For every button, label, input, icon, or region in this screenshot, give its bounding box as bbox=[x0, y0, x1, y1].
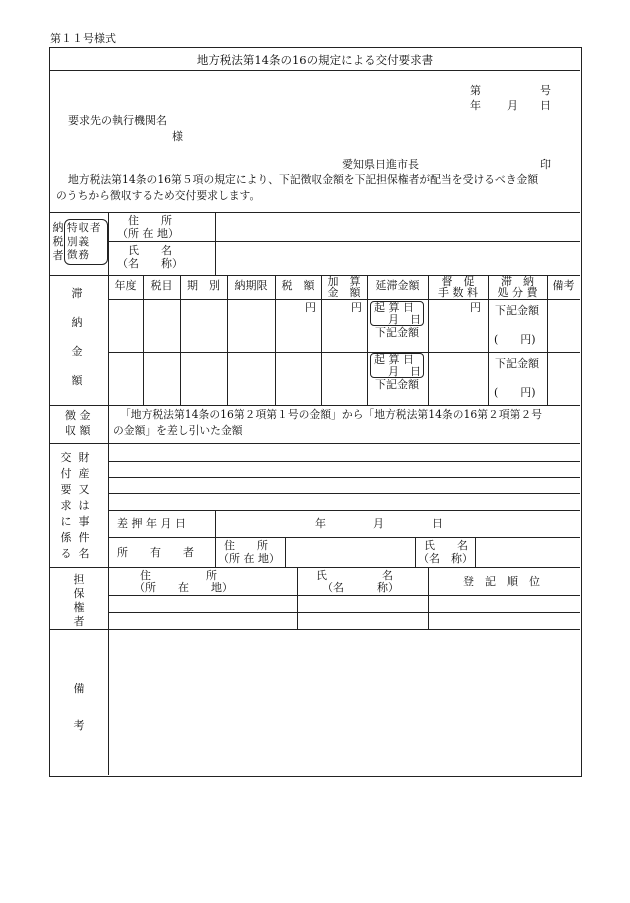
number-label: 第 bbox=[470, 84, 481, 97]
kaki-kingaku-delinquency-2: 下記金額 bbox=[375, 378, 419, 391]
number-suffix: 号 bbox=[540, 84, 551, 97]
security-address-label: 住 所 bbox=[140, 569, 217, 582]
seizure-day: 日 bbox=[432, 517, 443, 530]
registration-rank-label: 登 記 順 位 bbox=[463, 575, 540, 588]
recipient-label: 要求先の執行機関名 bbox=[68, 114, 167, 127]
month-label: 月 bbox=[507, 99, 518, 112]
collection-label-2: 収 額 bbox=[65, 424, 91, 437]
tsukihi-label-1: 月 日 bbox=[388, 313, 421, 326]
year-label: 年 bbox=[470, 99, 481, 112]
owner-label: 所 有 者 bbox=[117, 546, 194, 559]
seal-mark: 印 bbox=[540, 158, 551, 171]
owner-address-sub: （所 在 地） bbox=[218, 552, 280, 565]
security-label: 担 保 権 者 bbox=[73, 573, 85, 628]
day-label: 日 bbox=[540, 99, 551, 112]
security-address-sub: （所 在 地） bbox=[134, 581, 233, 594]
security-name-label: 氏 名 bbox=[316, 569, 393, 582]
kaki-kingaku-disposal-1: 下記金額 bbox=[495, 304, 539, 317]
yen-fee: 円 bbox=[470, 301, 481, 314]
collection-label-1: 徴 金 bbox=[65, 409, 91, 422]
form-number: 第１１号様式 bbox=[50, 32, 116, 45]
header-tax-amount: 税 額 bbox=[281, 279, 315, 292]
header-tax-item: 税目 bbox=[150, 279, 173, 292]
remarks-label: 備 考 bbox=[73, 682, 85, 732]
seizure-date-label: 差 押 年 月 日 bbox=[117, 517, 186, 530]
header-remarks: 備考 bbox=[552, 279, 575, 292]
paren-yen-2: ( 円) bbox=[494, 386, 536, 399]
kaki-kingaku-delinquency-1: 下記金額 bbox=[375, 326, 419, 339]
kisan-label-2: 起 算 日 bbox=[374, 353, 414, 366]
header-period: 期 別 bbox=[187, 279, 220, 292]
header-additional: 加 算 bbox=[327, 275, 361, 288]
owner-name-sub: （名 称） bbox=[418, 552, 473, 565]
seizure-year: 年 bbox=[315, 517, 326, 530]
honorific: 様 bbox=[172, 130, 183, 143]
tsukihi-label-2: 月 日 bbox=[388, 365, 421, 378]
kisan-label-1: 起 算 日 bbox=[374, 301, 414, 314]
header-year: 年度 bbox=[114, 279, 137, 292]
collection-text-2: の金額」を差し引いた金額 bbox=[113, 424, 243, 437]
security-name-sub: （名 称） bbox=[322, 581, 399, 594]
seizure-month: 月 bbox=[373, 517, 384, 530]
sender-name: 愛知県日進市長 bbox=[342, 158, 419, 171]
paren-yen-1: ( 円) bbox=[494, 333, 536, 346]
body-text-line1: 地方税法第14条の16第５項の規定により、下記徴収金額を下記担保権者が配当を受けるべき金額 bbox=[68, 173, 539, 186]
header-arrears: 滞 納 bbox=[501, 275, 534, 288]
owner-address-label: 住 所 bbox=[224, 539, 268, 552]
header-demand: 督 促 bbox=[441, 275, 475, 288]
form-title: 地方税法第14条の16の規定による交付要求書 bbox=[196, 53, 434, 67]
property-label-col1: 交 付 要 求 に 係 る bbox=[60, 451, 72, 560]
taxpayer-name-label: 氏 名 bbox=[128, 244, 172, 257]
arrears-label: 滞 納 金 額 bbox=[71, 287, 83, 387]
header-disposal-cost: 処 分 費 bbox=[497, 286, 538, 299]
yen-tax: 円 bbox=[305, 301, 316, 314]
header-due-date: 納期限 bbox=[234, 279, 268, 292]
taxpayer-address-label: 住 所 bbox=[128, 214, 172, 227]
property-label-col2: 財 産 又 は 事 件 名 bbox=[78, 451, 90, 560]
owner-name-label: 氏 名 bbox=[424, 539, 468, 552]
collection-text-1: 「地方税法第14条の16第２項第１号の金額」から「地方税法第14条の16第２項第２号 bbox=[120, 408, 543, 421]
header-fee: 手 数 料 bbox=[438, 286, 478, 299]
header-delinquency: 延滞金額 bbox=[375, 279, 420, 292]
taxpayer-name-sub: （名 称） bbox=[117, 257, 183, 270]
body-text-line2: のうちから徴収するため交付要求します。 bbox=[56, 189, 261, 202]
taxpayer-label: 納 税 者 bbox=[52, 221, 64, 262]
header-additional-amount: 金 額 bbox=[327, 286, 361, 299]
yen-additional: 円 bbox=[351, 301, 362, 314]
kaki-kingaku-disposal-2: 下記金額 bbox=[495, 357, 539, 370]
taxpayer-address-sub: （所 在 地） bbox=[117, 227, 179, 240]
